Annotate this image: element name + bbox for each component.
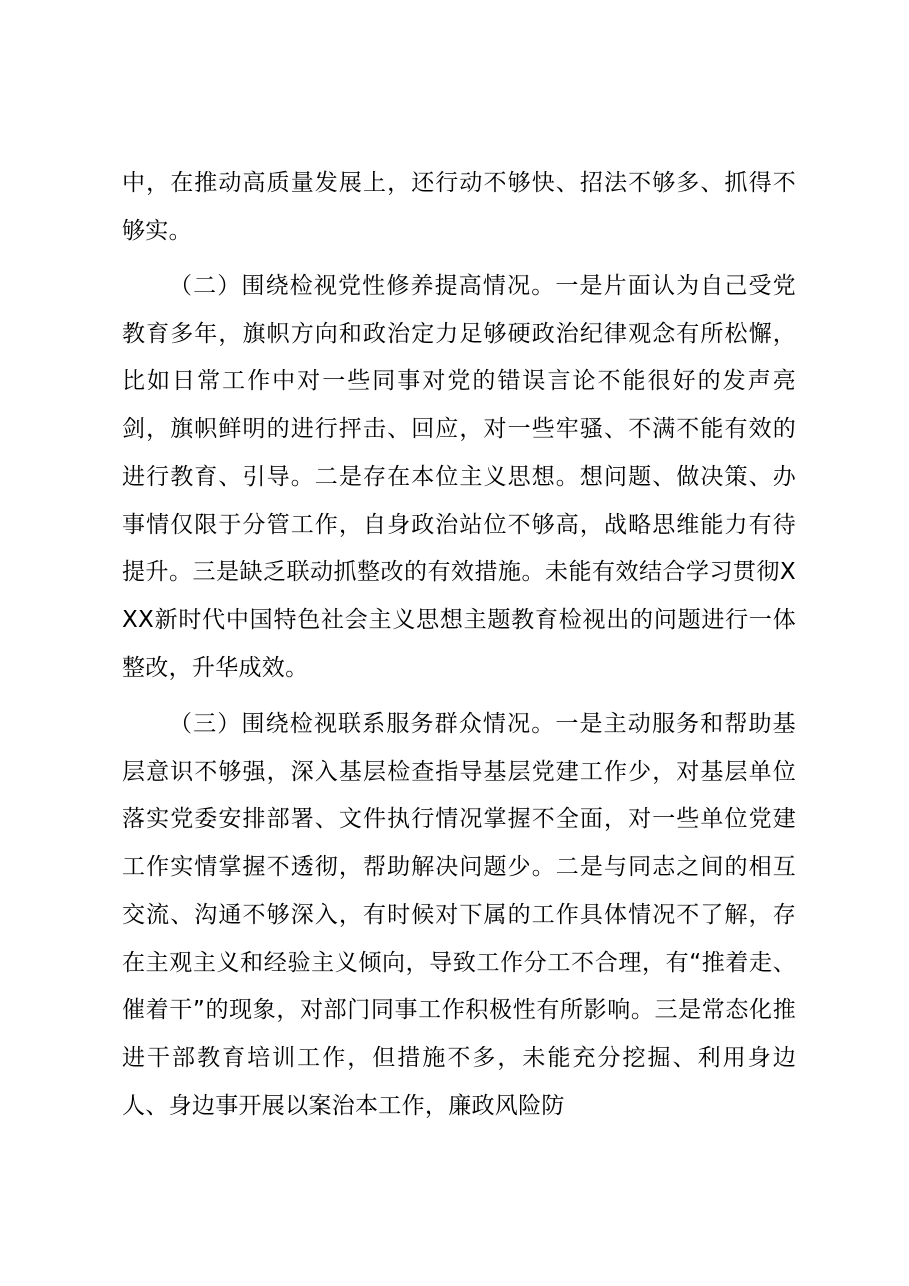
paragraph-serving-masses <box>122 701 796 1130</box>
paragraph-text: 中，在推动高质量发展上，还行动不够快、招法不够多、抓得不够实。 <box>122 170 796 244</box>
paragraph-party-spirit <box>122 263 796 692</box>
paragraph-text: （三）围绕检视联系服务群众情况。一是主动服务和帮助基层意识不够强，深入基层检查指导基层党建工作少，对基层单位落实党委安排部署、文件执行情况掌握不全面，对一些单位党建工作实情掌握不透彻，帮助解决问题少。二是与同志之间的相互交流、沟通不够深入，有时候对下属的工作具体情况不了解，存在主观主义和经验主义倾向，导致工作分工不合理，有“推着走、催着干”的现象，对部门同事工作积极性有所影响。三是常态化推进干部教育培训工作，但措施不多，未能充分挖掘、利用身边人、身边事开展以案治本工作，廉政风险防 <box>122 711 796 1119</box>
paragraph-continuation <box>122 160 796 255</box>
paragraph-text: （二）围绕检视党性修养提高情况。一是片面认为自己受党教育多年，旗帜方向和政治定力足够硬政治纪律观念有所松懈，比如日常工作中对一些同事对党的错误言论不能很好的发声亮剑，旗帜鲜明的进行抨击、回应，对一些牢骚、不满不能有效的进行教育、引导。二是存在本位主义思想。想问题、做决策、办事情仅限于分管工作，自身政治站位不够高，战略思维能力有待提升。三是缺乏联动抓整改的有效措施。未能有效结合学习贯彻XXX新时代中国特色社会主义思想主题教育检视出的问题进行一体整改，升华成效。 <box>122 273 796 681</box>
